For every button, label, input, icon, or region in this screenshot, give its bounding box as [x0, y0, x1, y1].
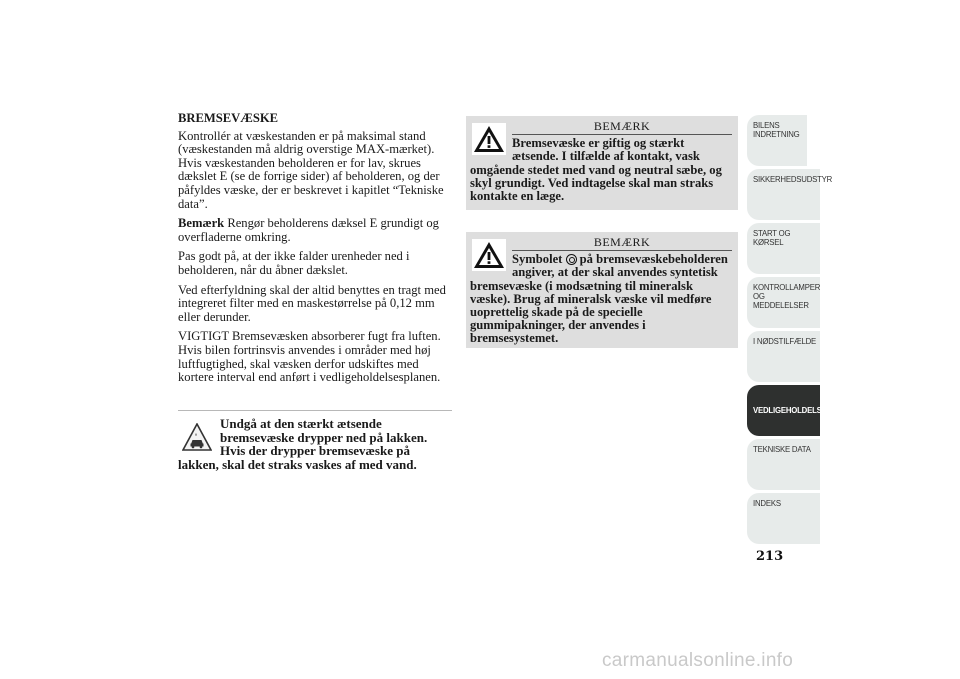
watermark: carmanualsonline.info	[602, 650, 794, 671]
paragraph-impurities: Pas godt på, at der ikke falder urenheder ned i beholderen, når du åbner dækslet.	[178, 249, 410, 277]
note-lead: Bemærk	[178, 216, 225, 231]
warning-triangle-icon	[472, 123, 506, 155]
warning-triangle-icon	[472, 239, 506, 271]
chapter-tabs	[747, 115, 833, 547]
tab-bilens-indretning[interactable]: BILENS INDRETNING	[747, 115, 807, 166]
note-title: BEMÆRK	[512, 120, 732, 135]
note-title: BEMÆRK	[512, 236, 732, 251]
paragraph-important: VIGTIGT Bremsevæsken absorberer fugt fra luften. Hvis bilen fortrinsvis anvendes i områder med høj luftfugtighed, skal væsken derfor udskiftes med kortere interval end anført i vedligeholdelsesplanen.	[178, 329, 441, 385]
tab-sikkerhedsudstyr[interactable]: SIKKERHEDSUDSTYR	[747, 169, 820, 220]
caution-text: Undgå at den stærkt ætsende bremsevæske drypper ned på lakken. Hvis der drypper bremsevæske på lakken, skal det straks vaskes af med vand.	[178, 416, 428, 472]
tab-tekniske-data[interactable]: TEKNISKE DATA	[747, 439, 820, 490]
paragraph-funnel: Ved efterfyldning skal der altid benyttes en tragt med integreret filter med en maskestørrelse på 0,12 mm eller derunder.	[178, 282, 446, 324]
warning-note-synthetic	[466, 232, 738, 348]
car-paint-caution-icon	[182, 423, 212, 451]
section-heading: BREMSEVÆSKE	[178, 111, 279, 125]
warning-note-toxic	[466, 116, 738, 210]
tab-i-nodstilfaelde[interactable]: I NØDSTILFÆLDE	[747, 331, 820, 382]
note-text: Bremsevæske er giftig og stærkt ætsende. I tilfælde af kontakt, vask omgående stedet med vand og neutral sæbe, og skyl grundigt. Ved indtagelse skal man straks kontakte en læge.	[470, 136, 722, 204]
tab-vedligeholdelse[interactable]: VEDLIGEHOLDELSE	[747, 385, 820, 436]
note-text-b: på bremsevæskebeholderen angiver, at der skal anvendes syntetisk bremsevæske (i modsætning til mineralsk væske). Brug af mineralsk væske vil medføre uoprettelig skade på de specielle gummipakninger, der anvendes i bremsesystemet.	[470, 252, 728, 346]
tab-indeks[interactable]: INDEKS	[747, 493, 820, 544]
note-text-a: Symbolet	[512, 252, 566, 267]
tab-kontrollamper[interactable]: KONTROLLAMPER OG MEDDELELSER	[747, 277, 820, 328]
synthetic-fluid-symbol-icon	[566, 254, 577, 265]
caution-box	[178, 410, 452, 471]
paragraph-note	[178, 217, 452, 244]
paragraph-check-level: Kontrollér at væskestanden er på maksimal stand (væskestanden må aldrig overstige MAX-mærket). Hvis væskestanden beholderen er for lav, skrues dækslet E (se de forrige sider) af beholderen, og der påfyldes væske, der er beskrevet i kapitlet “Tekniske data”.	[178, 128, 444, 211]
note-text: Rengør beholderens dæksel E grundigt og overfladerne omkring.	[178, 216, 439, 244]
page-number: 213	[756, 549, 784, 564]
main-text-column	[178, 112, 452, 391]
tab-start-og-korsel[interactable]: START OG KØRSEL	[747, 223, 820, 274]
